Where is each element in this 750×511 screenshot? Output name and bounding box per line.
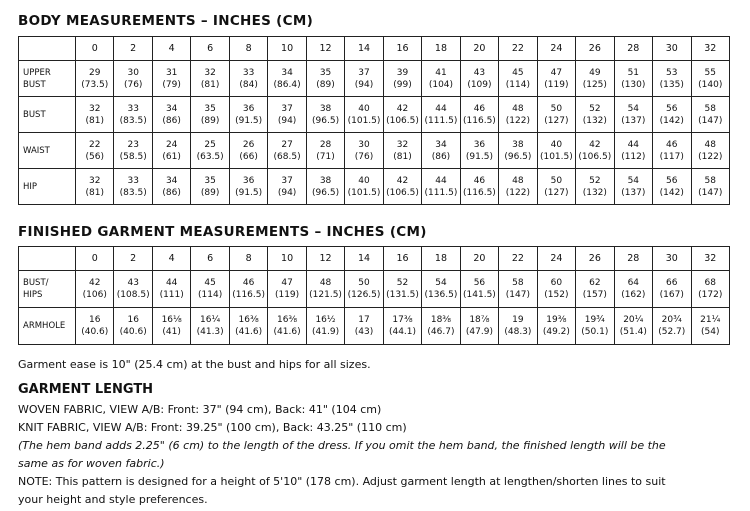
measurement-value: 24 (61) <box>162 139 181 162</box>
measurement-cell <box>499 271 537 308</box>
measurement-cell <box>229 271 267 308</box>
size-header-cell: 30 <box>653 37 691 61</box>
ease-note: Garment ease is 10" (25.4 cm) at the bust and hips for all sizes. <box>18 358 371 371</box>
measurement-cell <box>383 97 421 133</box>
measurement-cell <box>191 169 229 205</box>
measurement-cell <box>460 308 498 345</box>
corner-cell <box>19 37 76 61</box>
measurement-value: 30 (76) <box>123 67 143 90</box>
measurement-value: 46 (116.5) <box>232 278 265 300</box>
measurement-cell <box>653 133 691 169</box>
size-header-cell: 26 <box>576 37 614 61</box>
row-label-text: BUST <box>23 109 46 120</box>
measurement-value: 60 (152) <box>544 278 569 300</box>
body-measurements-title: BODY MEASUREMENTS – INCHES (CM) <box>18 13 314 29</box>
size-header-cell: 26 <box>576 247 614 271</box>
measurement-value: 35 (89) <box>200 103 220 126</box>
measurement-cell <box>229 97 267 133</box>
measurement-cell <box>191 271 229 308</box>
measurement-cell <box>614 97 652 133</box>
measurement-cell <box>229 169 267 205</box>
measurement-value: 23 (58.5) <box>119 139 147 162</box>
measurement-cell <box>614 61 652 97</box>
measurement-value: 48 (122) <box>505 175 530 198</box>
measurement-cell <box>76 169 114 205</box>
measurement-cell <box>345 308 383 345</box>
measurement-cell <box>345 97 383 133</box>
measurement-value: 50 (127) <box>544 175 569 198</box>
measurement-value: 17 (43) <box>354 315 374 337</box>
measurement-cell <box>152 61 190 97</box>
measurement-value: 32 (81) <box>85 175 104 198</box>
measurement-value: 40 (101.5) <box>539 139 573 162</box>
measurement-value: 31 (79) <box>162 67 181 90</box>
height-note-line1: NOTE: This pattern is designed for a height of 5'10" (178 cm). Adjust garment length at lengthen/shorten lines to suit <box>18 475 666 488</box>
measurement-value: 38 (96.5) <box>312 103 340 126</box>
measurement-value: 19 (48.3) <box>504 315 532 337</box>
measurement-value: 44 (111.5) <box>424 175 458 198</box>
measurement-cell <box>460 271 498 308</box>
measurement-value: 19⅜ (49.2) <box>542 315 570 337</box>
measurement-cell <box>653 271 691 308</box>
measurement-value: 37 (94) <box>354 67 374 90</box>
measurement-value: 19¾ (50.1) <box>581 315 609 337</box>
measurement-cell <box>499 133 537 169</box>
measurement-cell <box>306 133 344 169</box>
measurement-cell <box>268 61 306 97</box>
measurement-value: 46 (116.5) <box>463 103 496 126</box>
measurement-cell <box>691 169 730 205</box>
row-label-text: UPPER BUST <box>23 67 51 90</box>
measurement-cell <box>345 169 383 205</box>
measurement-value: 66 (167) <box>659 278 684 300</box>
body-measurements-table <box>18 36 730 205</box>
measurement-value: 42 (106.5) <box>386 175 419 198</box>
measurement-cell <box>152 97 190 133</box>
height-note-line2: your height and style preferences. <box>18 493 208 506</box>
size-header-cell: 4 <box>152 37 190 61</box>
measurement-cell <box>114 271 152 308</box>
woven-length: WOVEN FABRIC, VIEW A/B: Front: 37" (94 cm), Back: 41" (104 cm) <box>18 403 382 416</box>
measurement-value: 21¼ (54) <box>700 315 721 337</box>
measurement-cell <box>576 308 614 345</box>
corner-cell <box>19 247 76 271</box>
measurement-cell <box>229 308 267 345</box>
measurement-value: 20¼ (51.4) <box>619 315 647 337</box>
measurement-value: 20¾ (52.7) <box>658 315 686 337</box>
measurement-cell <box>383 169 421 205</box>
measurement-value: 54 (136.5) <box>424 278 458 300</box>
measurement-cell <box>306 271 344 308</box>
measurement-cell <box>76 61 114 97</box>
measurement-value: 22 (56) <box>85 139 104 162</box>
size-header-cell: 4 <box>152 247 190 271</box>
measurement-value: 46 (117) <box>659 139 684 162</box>
measurement-value: 38 (96.5) <box>504 139 532 162</box>
measurement-value: 45 (114) <box>198 278 223 300</box>
measurement-cell <box>537 308 575 345</box>
measurement-cell <box>268 271 306 308</box>
measurement-value: 54 (137) <box>621 175 646 198</box>
measurement-cell <box>576 169 614 205</box>
size-header-cell: 22 <box>499 37 537 61</box>
measurement-cell <box>268 97 306 133</box>
measurement-cell <box>345 61 383 97</box>
measurement-cell <box>114 169 152 205</box>
measurement-cell <box>191 97 229 133</box>
finished-measurements-table <box>18 246 730 345</box>
measurement-cell <box>499 61 537 97</box>
measurement-cell <box>114 61 152 97</box>
measurement-cell <box>268 169 306 205</box>
measurement-cell <box>422 169 460 205</box>
measurement-value: 16⅛ (41) <box>161 315 182 337</box>
measurement-cell <box>691 61 730 97</box>
measurement-value: 56 (142) <box>659 175 684 198</box>
measurement-value: 37 (94) <box>277 175 297 198</box>
measurement-cell <box>76 308 114 345</box>
size-header-cell: 28 <box>614 247 652 271</box>
measurement-cell <box>499 169 537 205</box>
size-header-cell: 18 <box>422 37 460 61</box>
row-label <box>19 169 76 205</box>
size-header-cell: 32 <box>691 37 730 61</box>
size-header-cell: 0 <box>76 37 114 61</box>
measurement-cell <box>268 133 306 169</box>
measurement-value: 33 (84) <box>239 67 258 90</box>
size-header-cell: 28 <box>614 37 652 61</box>
measurement-cell <box>614 169 652 205</box>
size-header-cell: 12 <box>306 37 344 61</box>
measurement-value: 29 (73.5) <box>81 67 109 90</box>
measurement-value: 38 (96.5) <box>312 175 340 198</box>
measurement-value: 34 (86) <box>162 103 181 126</box>
measurement-cell <box>691 271 730 308</box>
measurement-value: 40 (101.5) <box>347 103 381 126</box>
size-header-cell: 6 <box>191 37 229 61</box>
measurement-value: 58 (147) <box>698 175 723 198</box>
measurement-value: 56 (142) <box>659 103 684 126</box>
table-row <box>19 61 730 97</box>
measurement-cell <box>422 97 460 133</box>
table-row <box>19 271 730 308</box>
row-label-text: BUST/ HIPS <box>23 278 49 300</box>
row-label-text: WAIST <box>23 145 50 156</box>
row-label <box>19 271 76 308</box>
measurement-value: 16⅜ (41.6) <box>273 315 301 337</box>
measurement-cell <box>460 97 498 133</box>
measurement-cell <box>345 133 383 169</box>
measurement-value: 39 (99) <box>393 67 412 90</box>
hem-note-line2: same as for woven fabric.) <box>18 457 165 470</box>
measurement-value: 40 (101.5) <box>347 175 381 198</box>
measurement-value: 46 (116.5) <box>463 175 496 198</box>
measurement-value: 45 (114) <box>505 67 530 90</box>
finished-measurements-title: FINISHED GARMENT MEASUREMENTS – INCHES (CM) <box>18 224 427 240</box>
measurement-value: 48 (122) <box>698 139 723 162</box>
measurement-value: 44 (111) <box>159 278 184 300</box>
garment-length-title: GARMENT LENGTH <box>18 382 154 397</box>
measurement-cell <box>653 61 691 97</box>
measurement-value: 18⅜ (46.7) <box>427 315 455 337</box>
size-header-row <box>19 247 730 271</box>
size-header-cell: 16 <box>383 247 421 271</box>
measurement-value: 55 (140) <box>698 67 723 90</box>
measurement-cell <box>383 271 421 308</box>
measurement-cell <box>191 61 229 97</box>
measurement-cell <box>537 97 575 133</box>
measurement-value: 43 (109) <box>467 67 492 90</box>
size-header-cell: 10 <box>268 247 306 271</box>
measurement-cell <box>114 308 152 345</box>
size-header-cell: 2 <box>114 247 152 271</box>
size-header-cell: 12 <box>306 247 344 271</box>
table-row <box>19 169 730 205</box>
size-header-cell: 32 <box>691 247 730 271</box>
measurement-cell <box>691 97 730 133</box>
measurement-value: 51 (130) <box>621 67 646 90</box>
measurement-value: 41 (104) <box>428 67 454 90</box>
measurement-cell <box>653 308 691 345</box>
size-header-cell: 16 <box>383 37 421 61</box>
measurement-value: 42 (106) <box>82 278 107 300</box>
table-row <box>19 133 730 169</box>
measurement-cell <box>691 308 730 345</box>
measurement-value: 33 (83.5) <box>119 103 147 126</box>
measurement-value: 34 (86) <box>162 175 181 198</box>
measurement-cell <box>576 61 614 97</box>
measurement-cell <box>191 308 229 345</box>
measurement-cell <box>383 133 421 169</box>
measurement-value: 34 (86) <box>431 139 451 162</box>
measurement-cell <box>460 61 498 97</box>
measurement-value: 47 (119) <box>544 67 569 90</box>
measurement-value: 32 (81) <box>393 139 412 162</box>
measurement-value: 52 (132) <box>582 103 607 126</box>
measurement-value: 48 (121.5) <box>309 278 342 300</box>
measurement-value: 35 (89) <box>316 67 335 90</box>
measurement-cell <box>306 61 344 97</box>
measurement-value: 18⅞ (47.9) <box>465 315 493 337</box>
measurement-cell <box>460 133 498 169</box>
measurement-value: 16¼ (41.3) <box>196 315 224 337</box>
measurement-cell <box>383 308 421 345</box>
measurement-value: 16½ (41.9) <box>312 315 340 337</box>
measurement-value: 16 (40.6) <box>81 315 109 337</box>
measurement-value: 36 (91.5) <box>235 175 263 198</box>
row-label <box>19 133 76 169</box>
row-label-text: ARMHOLE <box>23 321 66 331</box>
measurement-cell <box>422 61 460 97</box>
measurement-cell <box>537 169 575 205</box>
size-header-cell: 22 <box>499 247 537 271</box>
measurement-cell <box>76 133 114 169</box>
table-row <box>19 97 730 133</box>
size-header-cell: 24 <box>537 37 575 61</box>
measurement-value: 16 (40.6) <box>119 315 147 337</box>
measurement-cell <box>614 308 652 345</box>
size-header-cell: 2 <box>114 37 152 61</box>
measurement-value: 35 (89) <box>200 175 220 198</box>
measurement-value: 52 (131.5) <box>386 278 419 300</box>
measurement-cell <box>76 271 114 308</box>
size-header-cell: 14 <box>345 247 383 271</box>
measurement-cell <box>152 308 190 345</box>
measurement-value: 54 (137) <box>621 103 646 126</box>
measurement-value: 47 (119) <box>274 278 300 300</box>
measurement-cell <box>268 308 306 345</box>
measurement-value: 33 (83.5) <box>119 175 147 198</box>
table-row <box>19 308 730 345</box>
measurement-cell <box>345 271 383 308</box>
size-header-cell: 10 <box>268 37 306 61</box>
measurement-cell <box>152 169 190 205</box>
measurement-value: 37 (94) <box>277 103 297 126</box>
row-label-text: HIP <box>23 181 38 192</box>
size-header-cell: 20 <box>460 247 498 271</box>
measurement-cell <box>383 61 421 97</box>
size-header-cell: 30 <box>653 247 691 271</box>
row-label <box>19 97 76 133</box>
measurement-value: 62 (157) <box>582 278 607 300</box>
measurement-value: 42 (106.5) <box>578 139 612 162</box>
measurement-cell <box>306 169 344 205</box>
measurement-value: 27 (68.5) <box>273 139 301 162</box>
measurement-cell <box>152 271 190 308</box>
measurement-value: 36 (91.5) <box>235 103 263 126</box>
size-header-cell: 24 <box>537 247 575 271</box>
measurement-cell <box>152 133 190 169</box>
measurement-value: 26 (66) <box>239 139 258 162</box>
size-header-cell: 14 <box>345 37 383 61</box>
row-label <box>19 61 76 97</box>
measurement-value: 17⅜ (44.1) <box>388 315 417 337</box>
measurement-cell <box>422 308 460 345</box>
measurement-cell <box>653 97 691 133</box>
measurement-cell <box>306 97 344 133</box>
measurement-cell <box>576 271 614 308</box>
measurement-value: 52 (132) <box>582 175 607 198</box>
hem-note-line1: (The hem band adds 2.25" (6 cm) to the length of the dress. If you omit the hem band, the finished length will be the <box>18 439 666 452</box>
size-header-cell: 20 <box>460 37 498 61</box>
measurement-cell <box>191 133 229 169</box>
measurement-cell <box>653 169 691 205</box>
measurement-cell <box>306 308 344 345</box>
measurement-value: 58 (147) <box>505 278 530 300</box>
size-header-cell: 6 <box>191 247 229 271</box>
measurement-value: 68 (172) <box>698 278 723 300</box>
measurement-cell <box>499 308 537 345</box>
size-header-cell: 0 <box>76 247 114 271</box>
measurement-cell <box>691 133 730 169</box>
row-label <box>19 308 76 345</box>
measurement-cell <box>537 271 575 308</box>
measurement-value: 44 (111.5) <box>424 103 458 126</box>
measurement-cell <box>460 169 498 205</box>
measurement-cell <box>614 133 652 169</box>
size-header-row <box>19 37 730 61</box>
measurement-cell <box>537 133 575 169</box>
measurement-value: 49 (125) <box>582 67 607 90</box>
measurement-cell <box>576 97 614 133</box>
measurement-cell <box>614 271 652 308</box>
measurement-cell <box>537 61 575 97</box>
size-header-cell: 8 <box>229 37 267 61</box>
measurement-value: 30 (76) <box>354 139 374 162</box>
measurement-value: 50 (126.5) <box>347 278 381 300</box>
measurement-value: 42 (106.5) <box>386 103 419 126</box>
measurement-cell <box>422 133 460 169</box>
measurement-value: 53 (135) <box>659 67 684 90</box>
measurement-value: 36 (91.5) <box>465 139 493 162</box>
measurement-cell <box>422 271 460 308</box>
measurement-value: 32 (81) <box>85 103 104 126</box>
measurement-cell <box>499 97 537 133</box>
measurement-cell <box>76 97 114 133</box>
measurement-value: 16⅜ (41.6) <box>235 315 263 337</box>
measurement-cell <box>229 61 267 97</box>
measurement-value: 44 (112) <box>621 139 646 162</box>
measurement-cell <box>114 133 152 169</box>
measurement-value: 48 (122) <box>505 103 530 126</box>
knit-length: KNIT FABRIC, VIEW A/B: Front: 39.25" (100 cm), Back: 43.25" (110 cm) <box>18 421 407 434</box>
size-header-cell: 8 <box>229 247 267 271</box>
measurement-value: 43 (108.5) <box>116 278 150 300</box>
measurement-value: 32 (81) <box>200 67 220 90</box>
measurement-value: 50 (127) <box>544 103 569 126</box>
measurement-value: 58 (147) <box>698 103 723 126</box>
measurement-value: 28 (71) <box>316 139 335 162</box>
measurement-value: 25 (63.5) <box>196 139 224 162</box>
measurement-cell <box>229 133 267 169</box>
measurement-cell <box>576 133 614 169</box>
measurement-value: 64 (162) <box>621 278 646 300</box>
measurement-value: 34 (86.4) <box>273 67 301 90</box>
size-header-cell: 18 <box>422 247 460 271</box>
measurement-value: 56 (141.5) <box>463 278 496 300</box>
measurement-cell <box>114 97 152 133</box>
